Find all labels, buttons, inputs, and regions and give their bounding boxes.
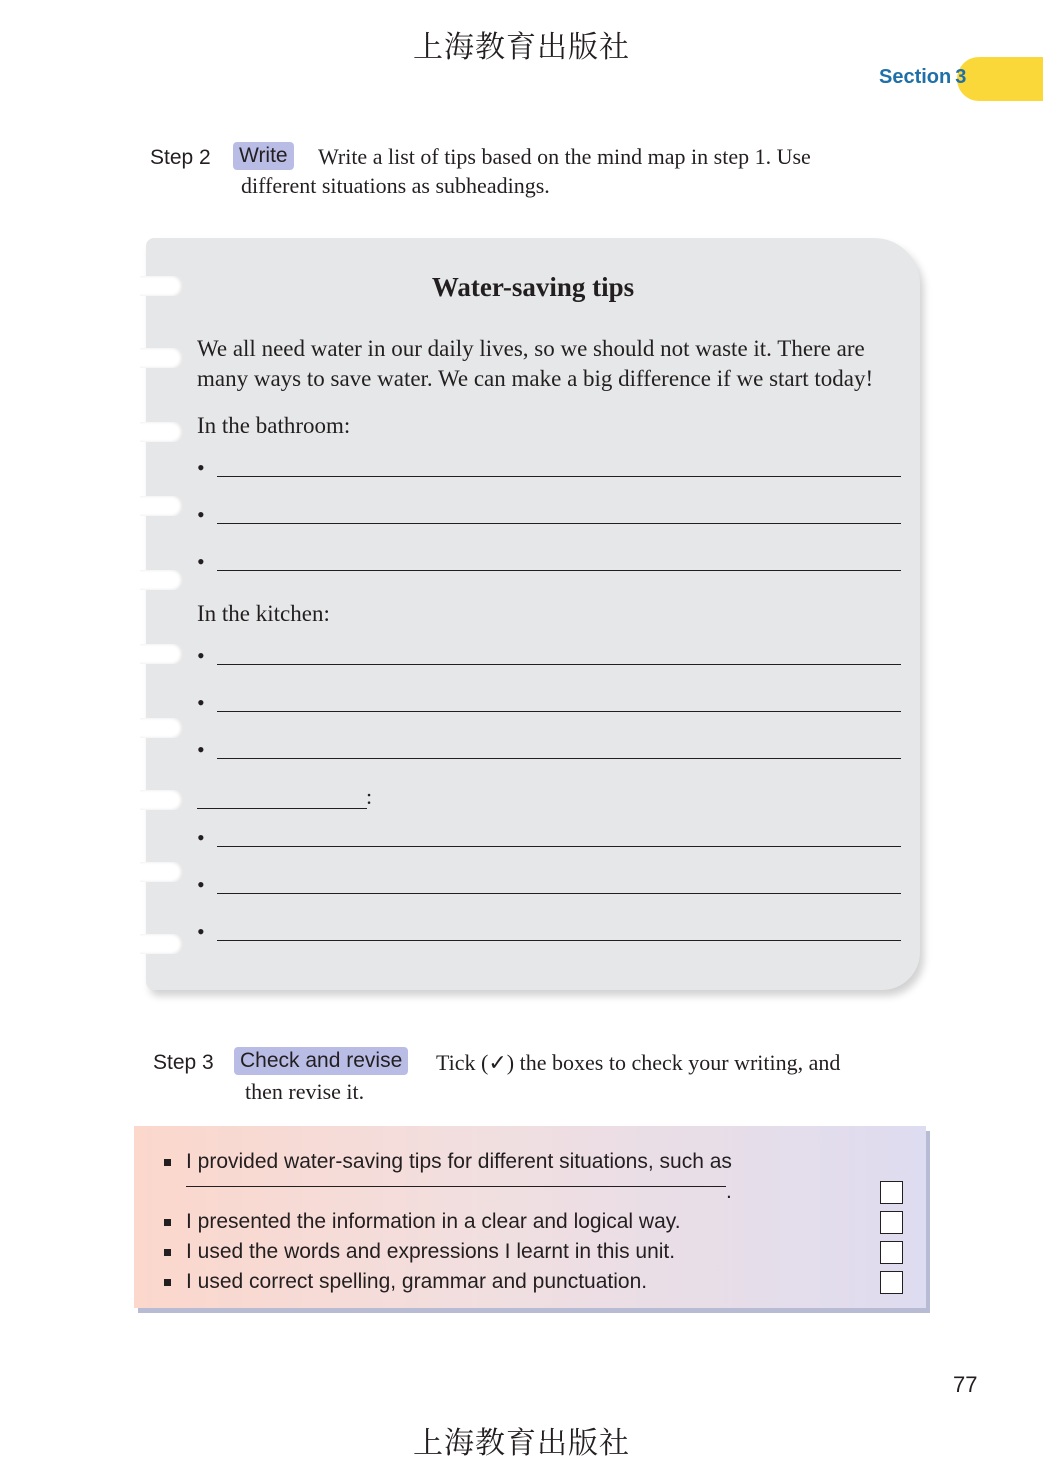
section-number: 3 (955, 66, 967, 88)
notebook-hole (140, 348, 184, 368)
section-label (879, 66, 966, 89)
notebook-hole (140, 644, 184, 664)
publisher-header: 上海教育出版社 (413, 30, 630, 65)
step3-instruction-line2: then revise it. (245, 1079, 365, 1104)
bullet-icon: • (197, 643, 205, 668)
notebook-hole (140, 934, 184, 954)
step2-label: Step 2 (150, 146, 211, 169)
section-heading-bathroom: In the bathroom: (197, 413, 351, 438)
step3-instruction-line1: Tick (✓) the boxes to check your writing, and (436, 1050, 841, 1075)
bullet-icon: • (197, 502, 205, 527)
square-bullet-icon (164, 1279, 171, 1286)
custom-heading-blank[interactable] (197, 788, 367, 809)
step2-instruction-line1: Write a list of tips based on the mind map in step 1. Use (318, 144, 811, 169)
notebook-hole (140, 496, 184, 516)
checklist-blank-period: . (726, 1180, 732, 1203)
tip-line[interactable] (197, 543, 901, 573)
notebook-hole (140, 718, 184, 738)
writing-line (217, 940, 901, 941)
notebook-title: Water-saving tips (431, 272, 635, 302)
checklist-item-text: I used correct spelling, grammar and punctuation. (186, 1270, 648, 1293)
step3-label: Step 3 (153, 1051, 214, 1074)
tip-line[interactable] (197, 449, 901, 479)
notebook-hole (140, 790, 184, 810)
notebook-hole (140, 862, 184, 882)
tip-line[interactable] (197, 637, 901, 667)
tip-line[interactable] (197, 684, 901, 714)
bullet-icon: • (197, 737, 205, 762)
publisher-footer: 上海教育出版社 (413, 1426, 630, 1461)
bullet-icon: • (197, 549, 205, 574)
tip-line[interactable] (197, 913, 901, 943)
checklist-item-text: I presented the information in a clear and logical way. (186, 1210, 681, 1233)
bullet-icon: • (197, 825, 205, 850)
bullet-icon: • (197, 919, 205, 944)
step3-badge: Check and revise (234, 1047, 408, 1075)
notebook-intro-line2: many ways to save water. We can make a big difference if we start today! (197, 366, 874, 391)
writing-line (217, 570, 901, 571)
step2-badge: Write (233, 142, 294, 170)
section-heading-kitchen: In the kitchen: (197, 601, 330, 626)
writing-line (217, 758, 901, 759)
writing-line (217, 711, 901, 712)
bullet-icon: • (197, 690, 205, 715)
page-number: 77 (953, 1372, 978, 1397)
step2-instruction-line2: different situations as subheadings. (241, 173, 550, 198)
checklist-item-text: I provided water-saving tips for different situations, such as (186, 1150, 732, 1173)
bullet-icon: • (197, 455, 205, 480)
tip-line[interactable] (197, 866, 901, 896)
checkbox[interactable] (880, 1211, 903, 1234)
custom-heading-colon: : (366, 784, 373, 809)
section-label-text: Section (879, 66, 952, 88)
writing-line (217, 476, 901, 477)
checkbox[interactable] (880, 1181, 903, 1204)
square-bullet-icon (164, 1159, 171, 1166)
notebook-intro-line1: We all need water in our daily lives, so we should not waste it. There are (197, 336, 865, 361)
checklist-fill-blank[interactable] (186, 1186, 726, 1187)
tip-line[interactable] (197, 496, 901, 526)
writing-line (217, 846, 901, 847)
square-bullet-icon (164, 1249, 171, 1256)
writing-line (217, 523, 901, 524)
notebook-hole (140, 422, 184, 442)
square-bullet-icon (164, 1219, 171, 1226)
notebook-hole (140, 570, 184, 590)
tip-line[interactable] (197, 731, 901, 761)
section-tag (957, 57, 1043, 101)
writing-line (217, 893, 901, 894)
bullet-icon: • (197, 872, 205, 897)
checkbox[interactable] (880, 1241, 903, 1264)
writing-line (217, 664, 901, 665)
tip-line[interactable] (197, 819, 901, 849)
checkbox[interactable] (880, 1271, 903, 1294)
checklist-item-text: I used the words and expressions I learnt in this unit. (186, 1240, 676, 1263)
